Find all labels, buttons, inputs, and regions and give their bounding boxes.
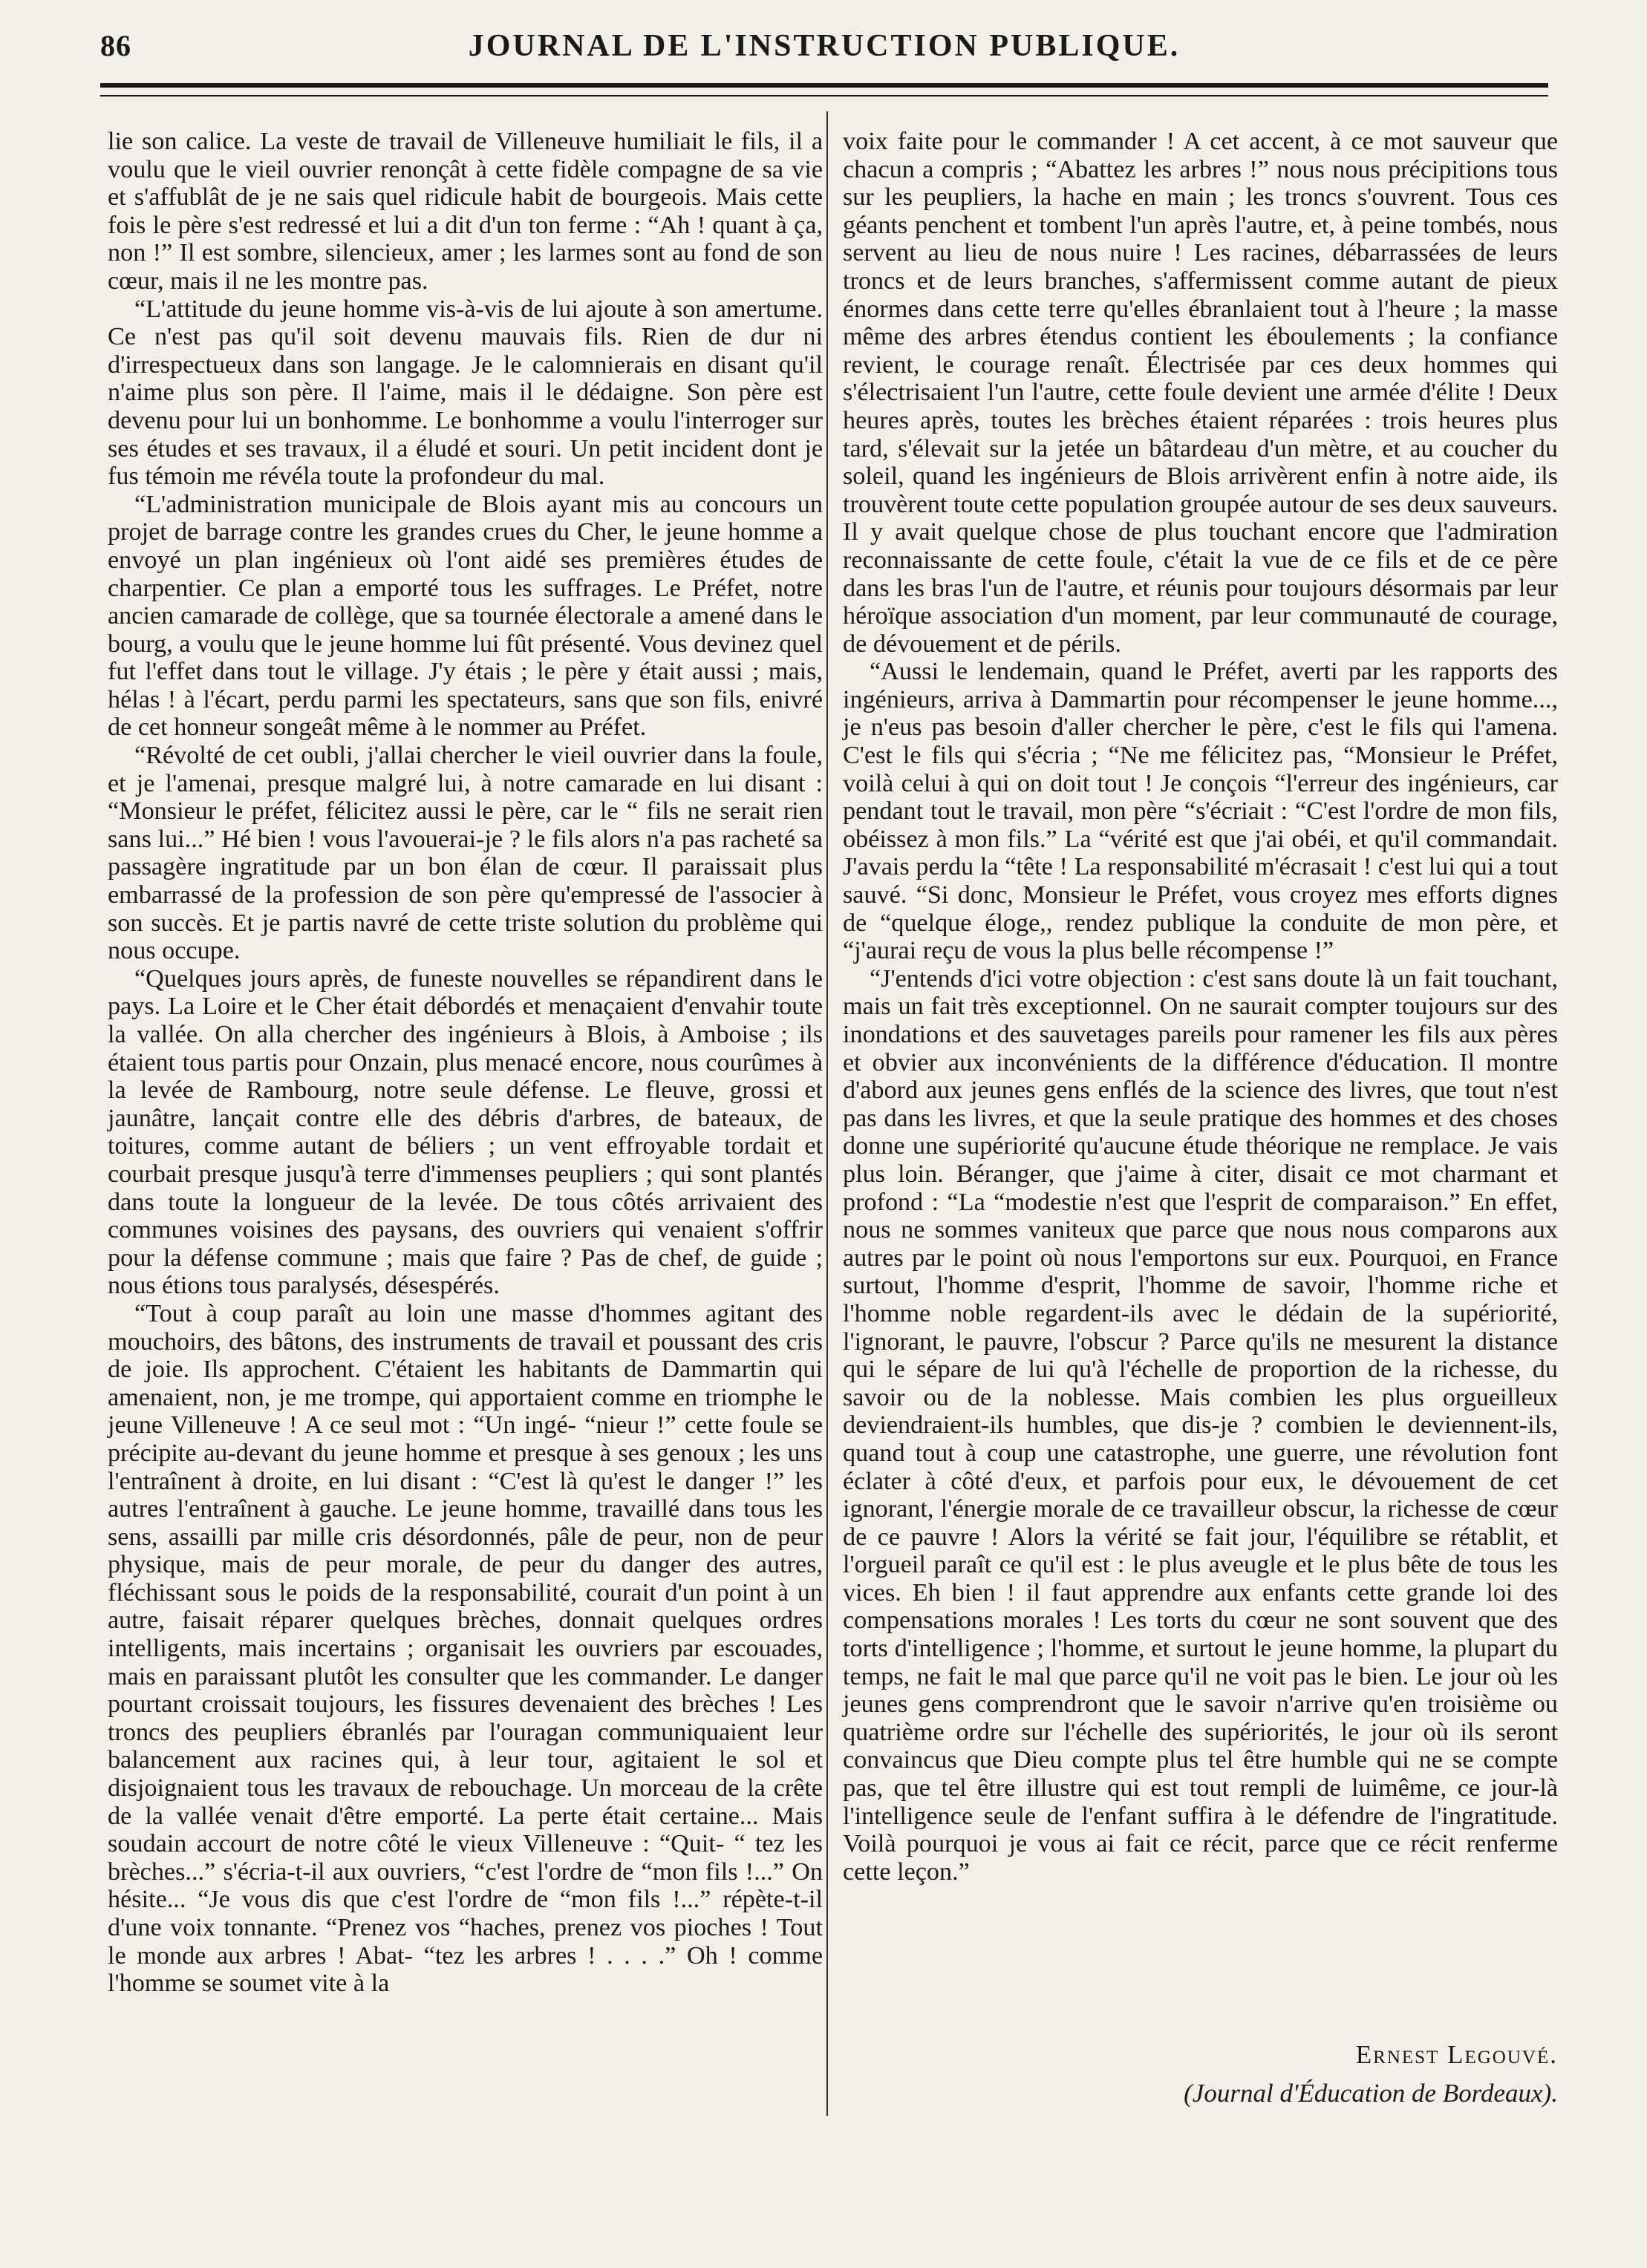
column-divider [826,111,828,2116]
header-rule-thin [100,95,1548,97]
signature-block [843,2040,1558,2108]
paragraph: “L'attitude du jeune homme vis-à-vis de lui ajoute à son amertume. Ce n'est pas qu'il soit devenu mauvais fils. Rien de dur ni d'irrespectueux dans son langage. Je le calomnierais en disant qu'il n'aime plus son père. Il l'aime, mais il le dédaigne. Son père est devenu pour lui un bonhomme. Le bonhomme a voulu l'interroger sur ses études et ses travaux, il a éludé et souri. Un petit incident dont je fus témoin me révéla toute la profondeur du mal. [108,295,823,491]
paragraph: “Aussi le lendemain, quand le Préfet, averti par les rapports des ingénieurs, arriva à Dammartin pour récompenser le jeune homme..., je n'eus pas besoin d'aller chercher le père, c'est le fils qui l'amena. C'est le fils qui s'écria ; “Ne me félicitez pas, “Monsieur le Préfet, voilà celui à qui on doit tout ! Je conçois “l'erreur des ingénieurs, car pendant tout le travail, mon père “s'écriait : “C'est l'ordre de mon fils, obéissez à mon fils.” La “vérité est que j'ai obéi, et qu'il commandait. J'avais perdu la “tête ! La responsabilité m'écrasait ! c'est lui qui a tout sauvé. “Si donc, Monsieur le Préfet, vous croyez mes efforts dignes de “quelque éloge,, rendez publique la conduite de mon père, et “j'aurai reçu de vous la plus belle récompense !” [843,658,1558,965]
left-column [108,128,823,1998]
paragraph: “L'administration municipale de Blois ayant mis au concours un projet de barrage contre les grandes crues du Cher, le jeune homme a envoyé un plan ingénieux où l'ont aidé ses premières études de charpentier. Ce plan a emporté tous les suffrages. Le Préfet, notre ancien camarade de collège, que sa tournée électorale a amené dans le bourg, a voulu que le jeune homme lui fût présenté. Vous devinez quel fut l'effet dans tout le village. J'y étais ; le père y était aussi ; mais, hélas ! à l'écart, perdu parmi les spectateurs, sans que son fils, enivré de cet honneur songeât même à le nommer au Préfet. [108,490,823,742]
journal-title: JOURNAL DE L'INSTRUCTION PUBLIQUE. [468,29,1181,63]
paragraph: “Révolté de cet oubli, j'allai chercher le vieil ouvrier dans la foule, et je l'amenai, presque malgré lui, à notre camarade en lui disant : “Monsieur le préfet, félicitez aussi le père, car le “ fils ne serait rien sans lui...” Hé bien ! vous l'avouerai-je ? le fils alors n'a pas racheté sa passagère ingratitude par un bon élan de cœur. Il paraissait plus embarrassé de la profession de son père qu'empressé de l'associer à son succès. Et je partis navré de cette triste solution du problème qui nous occupe. [108,742,823,965]
header-rule-thick [100,83,1548,88]
paragraph: lie son calice. La veste de travail de Villeneuve humiliait le fils, il a voulu que le vieil ouvrier renonçât à cette fidèle compagne de sa vie et s'affublât de je ne sais quel ridicule habit de bourgeois. Mais cette fois le père s'est redressé et lui a dit d'un ton ferme : “Ah ! quant à ça, non !” Il est sombre, silencieux, amer ; les larmes sont au fond de son cœur, mais il ne les montre pas. [108,128,823,295]
page-number: 86 [100,29,131,62]
page-header [100,28,1548,65]
paragraph: “Quelques jours après, de funeste nouvelles se répandirent dans le pays. La Loire et le Cher était débordés et menaçaient d'envahir toute la vallée. On alla chercher des ingénieurs à Blois, à Amboise ; ils étaient tous partis pour Onzain, plus menacé encore, nous courûmes à la levée de Rambourg, notre seule défense. Le fleuve, grossi et jaunâtre, lançait contre elle des débris d'arbres, de bateaux, de toitures, comme autant de béliers ; un vent effroyable tordait et courbait presque jusqu'à terre d'immenses peupliers ; qui sont plantés dans toute la longueur de la levée. De tous côtés arrivaient des communes voisines des paysans, des ouvriers qui venaient s'offrir pour la défense commune ; mais que faire ? Pas de chef, de guide ; nous étions tous paralysés, désespérés. [108,964,823,1300]
author-name: Ernest Legouvé. [1355,2040,1558,2069]
source-citation: (Journal d'Éducation de Bordeaux). [1184,2079,1558,2108]
paragraph: voix faite pour le commander ! A cet accent, à ce mot sauveur que chacun a compris ; “Abattez les arbres !” nous nous précipitions tous sur les peupliers, la hache en main ; les troncs s'ouvrent. Tous ces géants penchent et tombent l'un après l'autre, et, à peine tombés, nous servent au lieu de nous nuire ! Les racines, débarrassées de leurs troncs et de leurs branches, s'affermissent comme autant de pieux énormes dans cette terre qu'elles ébranlaient tout à l'heure ; la masse même des arbres étendus contient les éboulements ; la confiance revient, le courage renaît. Électrisée par ces deux hommes qui s'électrisaient l'un l'autre, cette foule devient une armée d'élite ! Deux heures après, toutes les brèches étaient réparées : trois heures plus tard, s'élevait sur la jetée un bâtardeau d'un mètre, et au coucher du soleil, quand les ingénieurs de Blois arrivèrent enfin à notre aide, ils trouvèrent toute cette population groupée autour de ses deux sauveurs. Il y avait quelque chose de plus touchant encore que l'admiration reconnaissante de cette foule, c'était la vue de ce fils et de ce père dans les bras l'un de l'autre, et réunis pour toujours désormais par leur héroïque association d'un moment, par leur communauté de courage, de dévouement et de périls. [843,128,1558,658]
paragraph: “Tout à coup paraît au loin une masse d'hommes agitant des mouchoirs, des bâtons, des instruments de travail et poussant des cris de joie. Ils approchent. C'étaient les habitants de Dammartin qui amenaient, non, je me trompe, qui apportaient comme en triomphe le jeune Villeneuve ! A ce seul mot : “Un ingé- “nieur !” cette foule se précipite au-devant du jeune homme et presque à ses genoux ; les uns l'entraînent à droite, en lui disant : “C'est là qu'est le danger !” les autres l'entraînent à gauche. Le jeune homme, travaillé dans tous les sens, assailli par mille cris désordonnés, pâle de peur, non de peur physique, mais de peur morale, de peur du danger des autres, fléchissant sous le poids de la responsabilité, courait d'un point à un autre, faisait réparer quelques brèches, donnait quelques ordres intelligents, mais incertains ; organisait les ouvriers par escouades, mais en paraissant plutôt les consulter que les commander. Le danger pourtant croissait toujours, les fissures devenaient des brèches ! Les troncs des peupliers ébranlés par l'ouragan communiquaient leur balancement aux racines qui, à leur tour, agitaient le sol et disjoignaient tous les travaux de rebouchage. Un morceau de la crête de la vallée venait d'être emporté. La perte était certaine... Mais soudain accourt de notre côté le vieux Villeneuve : “Quit- “ tez les brèches...” s'écria-t-il aux ouvriers, “c'est l'ordre de “mon fils !...” On hésite... “Je vous dis que c'est l'ordre de “mon fils !...” répète-t-il d'une voix tonnante. “Prenez vos “haches, prenez vos pioches ! Tout le monde aux arbres ! Abat- “tez les arbres ! . . . .” Oh ! comme l'homme se soumet vite à la [108,1299,823,1998]
paragraph: “J'entends d'ici votre objection : c'est sans doute là un fait touchant, mais un fait très exceptionnel. On ne saurait compter toujours sur des inondations et des sauvetages pareils pour ramener les fils aux pères et obvier aux inconvénients de la différence d'éducation. Il montre d'abord aux jeunes gens enflés de la science des livres, que tout n'est pas dans les livres, et que la seule pratique des hommes et des choses donne une supériorité qu'aucune étude théorique ne remplace. Je vais plus loin. Béranger, que j'aime à citer, disait ce mot charmant et profond : “La “modestie n'est que l'esprit de comparaison.” En effet, nous ne sommes vaniteux que parce que nous nous comparons aux autres par le point où nous l'emportons sur eux. Pourquoi, en France surtout, l'homme d'esprit, l'homme de savoir, l'homme riche et l'homme noble regardent-ils avec le dédain de la supériorité, l'ignorant, le pauvre, l'obscur ? Parce qu'ils ne mesurent la distance qui le sépare de lui qu'à l'échelle de proportion de la richesse, du savoir ou de la noblesse. Mais combien les plus orgueilleux deviendraient-ils humbles, que dis-je ? combien le deviennent-ils, quand tout à coup une catastrophe, une guerre, une révolution font éclater à côté d'eux, et parfois pour eux, le dévouement de cet ignorant, l'énergie morale de ce travailleur obscur, la richesse de cœur de ce pauvre ! Alors la vérité se fait jour, l'équilibre se rétablit, et l'orgueil paraît ce qu'il est : le plus aveugle et le plus bête de tous les vices. Eh bien ! il faut apprendre aux enfants cette grande loi des compensations morales ! Les torts du cœur ne sont souvent que des torts d'intelligence ; l'homme, et surtout le jeune homme, la plupart du temps, ne fait le mal que parce qu'il ne voit pas le bien. Le jour où les jeunes gens comprendront que le savoir n'arrive qu'en troisième ou quatrième ordre sur l'échelle des supériorités, le jour où ils seront convaincus que Dieu compte plus tel être humble qui ne se compte pas, que tel être illustre qui est tout rempli de luimême, ce jour-là l'intelligence seule de l'enfant suffira à le défendre de l'ingratitude. Voilà pourquoi je vous ai fait ce récit, parce que ce récit renferme cette leçon.” [843,964,1558,1886]
right-column [843,128,1558,1886]
